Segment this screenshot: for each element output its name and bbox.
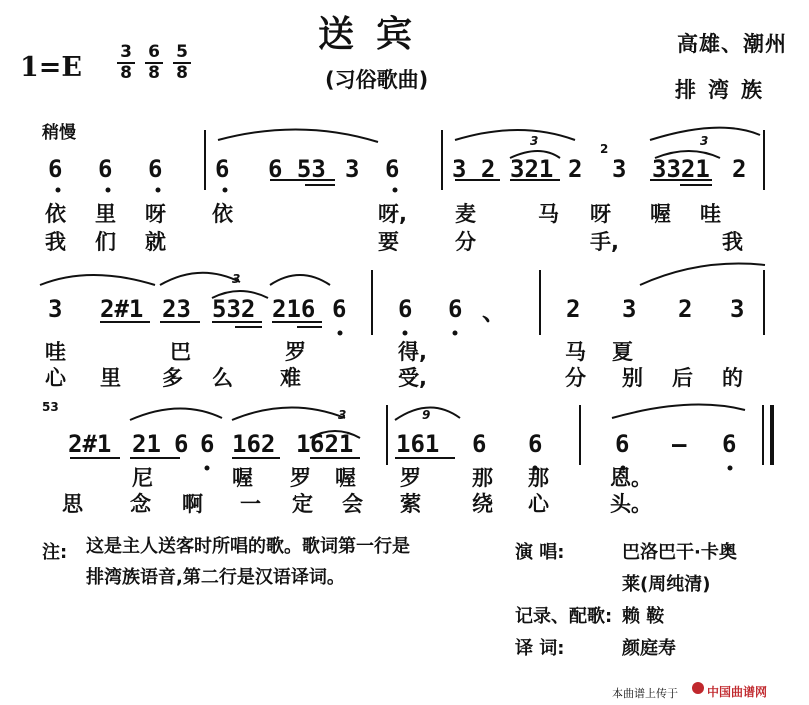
note: 6 [448, 295, 463, 323]
lyric: 呀 [145, 202, 166, 226]
note: 6 [332, 295, 347, 323]
note-group: 2#1 [100, 295, 144, 323]
footer-text: 本曲谱上传于 [612, 687, 678, 700]
lyric: 分 [455, 230, 476, 254]
slur [160, 273, 240, 285]
lyric: 马 [538, 202, 559, 226]
slur [455, 130, 575, 140]
note: 6 [472, 430, 487, 458]
key-signature: 1=E [20, 52, 82, 83]
footer-site-link[interactable]: 中国曲谱网 [707, 685, 768, 699]
note: 6 [215, 155, 230, 183]
origin-ethnic-group: 排湾族 [675, 78, 774, 102]
slur [130, 408, 222, 420]
lyric: 心 [45, 366, 66, 390]
lyric: 哇 [700, 202, 721, 226]
lyric: 里 [95, 202, 116, 226]
lyric: 思 [62, 492, 83, 516]
lyric: 啊 [182, 492, 203, 516]
breath-mark: 、 [482, 298, 506, 326]
lyric: 多 [162, 366, 183, 390]
lyric: 们 [95, 230, 116, 254]
note-group: 3 2 [452, 155, 496, 183]
lyric: 得, [398, 340, 427, 364]
note: 6 [398, 295, 413, 323]
lyric: 难 [280, 366, 301, 390]
meter-denominator: 8 [176, 63, 188, 83]
notes-label: 注: [42, 542, 68, 563]
lyric: 依 [212, 202, 233, 226]
lyric: 手, [590, 230, 619, 254]
singer-name: 巴洛巴干·卡奥 [622, 542, 737, 563]
note: 6 [722, 430, 737, 458]
meter-numerator: 5 [176, 42, 188, 62]
note: 6 [528, 430, 543, 458]
lyric: 依 [45, 202, 66, 226]
lyric: 头。 [610, 492, 652, 516]
note-group: 162 [232, 430, 276, 458]
note: 6 [148, 155, 163, 183]
song-title: 送宾 [318, 14, 435, 55]
dash-extension: – [672, 430, 687, 458]
note: 3 [612, 155, 627, 183]
lyric: 要 [378, 230, 399, 254]
lyric: 哇 [45, 340, 66, 364]
triplet-mark: 9 [422, 408, 431, 422]
octave-dot [393, 188, 398, 193]
site-logo-icon [692, 682, 704, 694]
translator-name: 颜庭寿 [622, 638, 676, 659]
triplet-mark: 3 [530, 134, 539, 148]
note: 2 [678, 295, 693, 323]
lyric: 尼 [132, 466, 153, 490]
lyric: 呀 [590, 202, 611, 226]
lyric: 马 [565, 340, 586, 364]
note: 2 [566, 295, 581, 323]
note: 3 [48, 295, 63, 323]
lyric: 喔 [335, 466, 356, 490]
triplet-mark: 3 [700, 134, 709, 148]
note: 3 [730, 295, 745, 323]
meter-numerator: 3 [120, 42, 132, 62]
slur [40, 275, 155, 285]
lyric: 罗 [285, 340, 306, 364]
origin-location: 高雄、潮州 [677, 32, 787, 56]
note-group: 532 [212, 295, 256, 323]
lyric: 一 [240, 492, 261, 516]
lyric: 恩。 [610, 466, 652, 490]
lyric: 绕 [472, 492, 493, 516]
note-group: 2#1 [68, 430, 112, 458]
octave-dot [338, 331, 343, 336]
note: 6 [200, 430, 215, 458]
lyric: 萦 [400, 492, 421, 516]
octave-dot [56, 188, 61, 193]
octave-dot [156, 188, 161, 193]
lyric: 后 [672, 366, 693, 390]
note-group: 621 [310, 430, 354, 458]
translator-label: 译 词: [515, 638, 565, 659]
lyric: 罗 [400, 466, 421, 490]
lyric: 受, [398, 366, 427, 390]
notes-line-1: 这是主人送客时所唱的歌。歌词第一行是 [86, 536, 410, 557]
note-group: 321 [510, 155, 554, 183]
note: 6 [615, 430, 630, 458]
note: 6 [385, 155, 400, 183]
song-subtitle: (习俗歌曲) [325, 68, 429, 92]
note-group: 216 [272, 295, 316, 323]
record-name: 赖 鞍 [622, 606, 665, 627]
lyric: 会 [342, 492, 363, 516]
lyric: 罗 [290, 466, 311, 490]
lyric: 那 [472, 466, 493, 490]
octave-dot [403, 331, 408, 336]
lyric: 的 [722, 366, 743, 390]
triplet-mark: 3 [232, 272, 241, 286]
note-group: 23 [162, 295, 191, 323]
note-group: 161 [396, 430, 440, 458]
singer-name-cont: 莱(周纯清) [622, 574, 711, 595]
lyric: 里 [100, 366, 121, 390]
record-label: 记录、配歌: [515, 606, 613, 627]
octave-dot [205, 466, 210, 471]
lyric: 定 [292, 492, 313, 516]
slur [232, 407, 345, 420]
lyric: 那 [528, 466, 549, 490]
lyric: 我 [722, 230, 743, 254]
lyric: 喔 [650, 202, 671, 226]
lyric: 就 [145, 230, 166, 254]
singer-label: 演 唱: [515, 542, 565, 563]
grace-note: 2 [600, 142, 609, 156]
notes-line-2: 排湾族语音,第二行是汉语译词。 [86, 567, 345, 588]
note: 2 [732, 155, 747, 183]
meter-denominator: 8 [148, 63, 160, 83]
lyric: 别 [622, 366, 643, 390]
lyric: 喔 [232, 466, 253, 490]
grace-notes: 53 [42, 400, 59, 414]
note: 2 [568, 155, 583, 183]
lyric: 念 [130, 492, 151, 516]
octave-dot [453, 331, 458, 336]
slur [218, 129, 378, 142]
lyric: 我 [45, 230, 66, 254]
lyric: 呀, [378, 202, 407, 226]
lyric: 么 [212, 366, 233, 390]
note: 6 [174, 430, 189, 458]
tempo-marking: 稍慢 [42, 123, 76, 143]
lyric: 心 [528, 492, 549, 516]
note: 6 [98, 155, 113, 183]
lyric: 巴 [170, 340, 191, 364]
lyric: 分 [565, 366, 586, 390]
slur [612, 405, 745, 418]
lyric: 夏 [612, 340, 633, 364]
note: 1 [296, 430, 311, 458]
slur [640, 264, 765, 285]
meter-numerator: 6 [148, 42, 160, 62]
note: 6 [48, 155, 63, 183]
lyric: 麦 [455, 202, 476, 226]
note: 3 [622, 295, 637, 323]
meter-denominator: 8 [120, 63, 132, 83]
slur [270, 275, 330, 285]
octave-dot [106, 188, 111, 193]
note-group: 3321 [652, 155, 710, 183]
octave-dot [223, 188, 228, 193]
octave-dot [728, 466, 733, 471]
note-group: 6 53 [268, 155, 326, 183]
note-group: 21 [132, 430, 161, 458]
triplet-mark: 3 [338, 408, 347, 422]
note: 3 [345, 155, 360, 183]
